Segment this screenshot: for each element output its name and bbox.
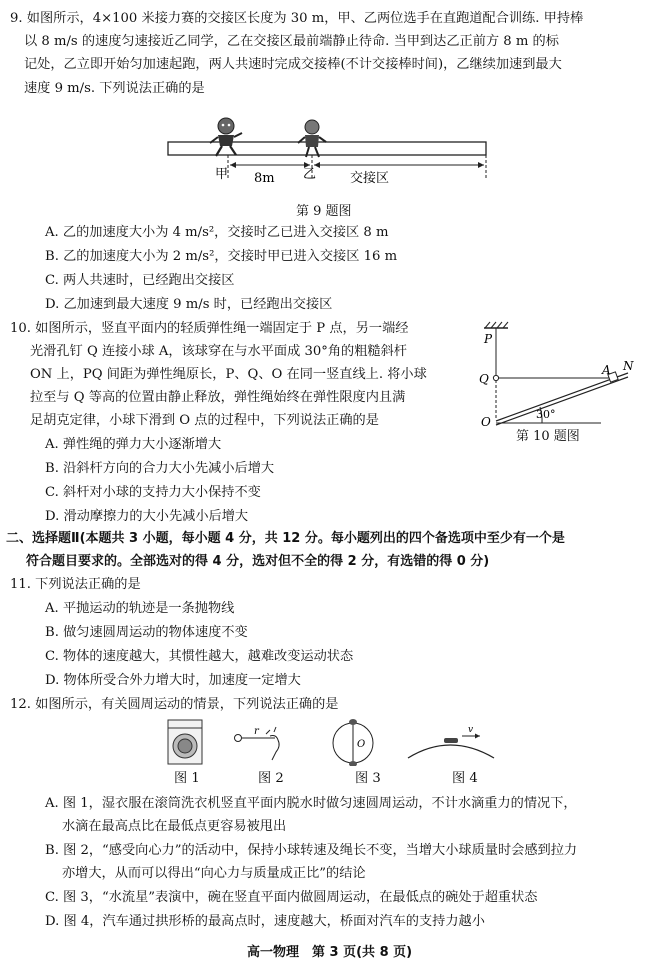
q9-stem-line-2: 以 8 m/s 的速度匀速接近乙同学，乙在交接区最前端静止待命. 当甲到达乙正前方 8 m 的标 bbox=[24, 34, 559, 49]
q10-figure-caption: 第 10 题图 bbox=[516, 429, 580, 444]
label-jia: 甲 bbox=[215, 167, 229, 182]
q10-stem-line-1: 10. 如图所示，竖直平面内的轻质弹性绳一端固定于 P 点，另一端经 bbox=[10, 321, 409, 336]
q12-option-a-line-2: 水滴在最高点比在最低点更容易被甩出 bbox=[62, 819, 287, 834]
q10-option-a: A. 弹性绳的弹力大小逐渐增大 bbox=[45, 437, 222, 452]
q12-stem: 12. 如图所示，有关圆周运动的情景，下列说法正确的是 bbox=[10, 697, 339, 712]
q10-stem-line-3: ON 上，PQ 间距为弹性绳原长，P、Q、O 在同一竖直线上. 将小球 bbox=[30, 367, 427, 382]
label-yi: 乙 bbox=[303, 167, 317, 182]
q9-option-a: A. 乙的加速度大小为 4 m/s²，交接时乙已进入交接区 8 m bbox=[45, 225, 389, 240]
label-8m: 8m bbox=[254, 171, 275, 186]
q12-option-b-line-1: B. 图 2，“感受向心力”的活动中，保持小球转速及绳长不变，当增大小球质量时会感到拉力 bbox=[45, 843, 578, 858]
arch-bridge-car-icon bbox=[408, 725, 494, 758]
q12-caption-2: 图 2 bbox=[258, 771, 284, 786]
q9-stem-line-4: 速度 9 m/s. 下列说法正确的是 bbox=[24, 81, 205, 96]
q12-option-c: C. 图 3，“水流星”表演中，碗在竖直平面内做圆周运动，在最低点的碗处于超重状态 bbox=[45, 890, 538, 905]
label-N: N bbox=[623, 359, 634, 373]
q11-option-b: B. 做匀速圆周运动的物体速度不变 bbox=[45, 625, 248, 640]
label-O3: O bbox=[357, 739, 366, 750]
label-v: v bbox=[468, 725, 474, 735]
q12-caption-1: 图 1 bbox=[174, 771, 200, 786]
label-angle: 30° bbox=[536, 408, 556, 421]
q11-stem: 11. 下列说法正确的是 bbox=[10, 577, 141, 592]
washing-machine-icon bbox=[168, 720, 202, 764]
runner-jia-icon bbox=[210, 118, 242, 156]
q12-caption-3: 图 3 bbox=[355, 771, 381, 786]
q12-figures bbox=[150, 716, 510, 766]
label-P: P bbox=[484, 332, 493, 346]
q9-figure-caption: 第 9 题图 bbox=[296, 204, 352, 219]
label-Q: Q bbox=[479, 372, 489, 386]
q12-option-b-line-2: 亦增大，从而可以得出“向心力与质量成正比”的结论 bbox=[62, 866, 366, 881]
q12-caption-4: 图 4 bbox=[452, 771, 478, 786]
q10-option-c: C. 斜杆对小球的支持力大小保持不变 bbox=[45, 485, 261, 500]
q9-stem-line-1: 9. 如图所示，4×100 米接力赛的交接区长度为 30 m，甲、乙两位选手在直跑道配合训练. 甲持棒 bbox=[10, 11, 584, 26]
section-2-heading-line-2: 符合题目要求的。全部选对的得 4 分，选对但不全的得 2 分，有选错的得 0 分) bbox=[26, 554, 490, 569]
q12-option-a-line-1: A. 图 1，湿衣服在滚筒洗衣机竖直平面内脱水时做匀速圆周运动，不计水滴重力的情况下， bbox=[45, 796, 577, 811]
water-meteor-icon bbox=[333, 719, 373, 766]
section-2-heading-line-1: 二、选择题Ⅱ(本题共 3 小题，每小题 4 分，共 12 分。每小题列出的四个备选项中至少有一个是 bbox=[6, 531, 565, 546]
label-r: r bbox=[254, 726, 259, 737]
q11-option-c: C. 物体的速度越大，其惯性越大，越难改变运动状态 bbox=[45, 649, 354, 664]
hand-string-icon bbox=[235, 726, 280, 760]
runner-yi-icon bbox=[298, 120, 326, 157]
q9-option-b: B. 乙的加速度大小为 2 m/s²，交接时甲已进入交接区 16 m bbox=[45, 249, 398, 264]
q10-option-b: B. 沿斜杆方向的合力大小先减小后增大 bbox=[45, 461, 275, 476]
label-zone: 交接区 bbox=[350, 171, 390, 186]
q9-figure bbox=[160, 110, 495, 210]
q11-option-d: D. 物体所受合外力增大时，加速度一定增大 bbox=[45, 673, 301, 688]
q10-option-d: D. 滑动摩擦力的大小先减小后增大 bbox=[45, 509, 249, 524]
q10-stem-line-2: 光滑孔钉 Q 连接小球 A，该球穿在与水平面成 30°角的粗糙斜杆 bbox=[30, 344, 407, 359]
q9-option-c: C. 两人共速时，已经跑出交接区 bbox=[45, 273, 235, 288]
q11-option-a: A. 平抛运动的轨迹是一条抛物线 bbox=[45, 601, 235, 616]
q9-stem-line-3: 记处，乙立即开始匀加速起跑，两人共速时完成交接棒(不计交接棒时间)，乙继续加速到最大 bbox=[24, 57, 562, 72]
label-A: A bbox=[602, 363, 611, 377]
q9-option-d: D. 乙加速到最大速度 9 m/s 时，已经跑出交接区 bbox=[45, 297, 333, 312]
q12-option-d: D. 图 4，汽车通过拱形桥的最高点时，速度越大，桥面对汽车的支持力越小 bbox=[45, 914, 485, 929]
label-O: O bbox=[481, 415, 491, 429]
page-footer: 高一物理 第 3 页(共 8 页) bbox=[247, 945, 413, 960]
q10-stem-line-5: 足胡克定律，小球下滑到 O 点的过程中，下列说法正确的是 bbox=[30, 413, 379, 428]
q10-stem-line-4: 拉至与 Q 等高的位置由静止释放，弹性绳始终在弹性限度内且满 bbox=[30, 390, 406, 405]
